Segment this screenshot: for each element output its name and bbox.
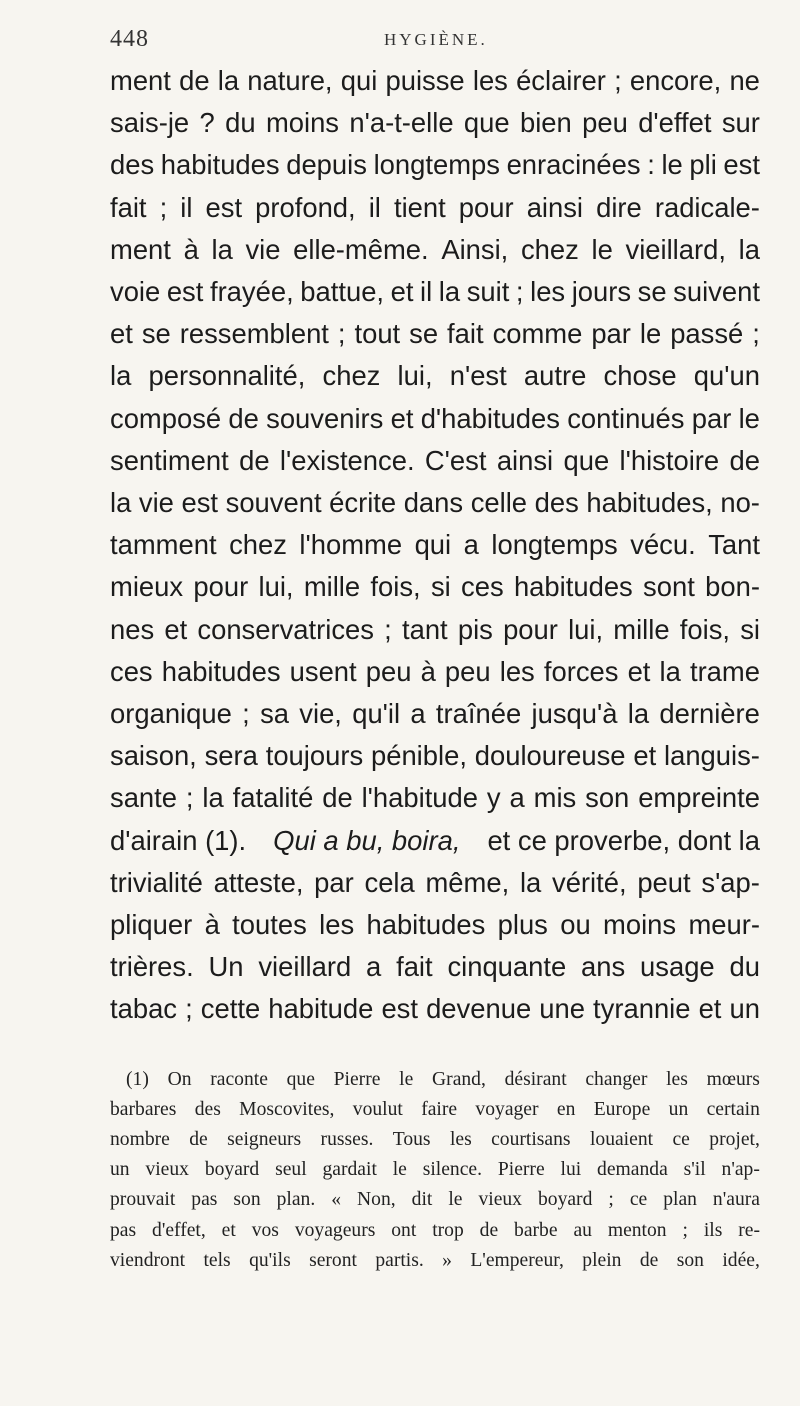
page-number: 448 xyxy=(110,26,149,52)
text-line: sentiment de l'existence. C'est ainsi que l'histoire de xyxy=(110,444,760,476)
text-line: des habitudes depuis longtemps enracinées : le pli est xyxy=(110,149,760,181)
text-line-with-italic xyxy=(110,820,760,862)
text-line: mieux pour lui, mille fois, si ces habitudes sont bon- xyxy=(110,571,760,603)
footnote-line: pas d'effet, et vos voyageurs ont trop de barbe au menton ; ils re- xyxy=(110,1219,760,1241)
footnote-line: nombre de seigneurs russes. Tous les courtisans louaient ce projet, xyxy=(110,1129,760,1151)
footnote-line: viendront tels qu'ils seront partis. » L'empereur, plein de son idée, xyxy=(110,1249,760,1271)
text-line: composé de souvenirs et d'habitudes continués par le xyxy=(110,402,760,434)
footnote-line: (1) On raconte que Pierre le Grand, désirant changer les mœurs xyxy=(126,1068,760,1090)
footnote-line: prouvait pas son plan. « Non, dit le vieux boyard ; ce plan n'aura xyxy=(110,1189,760,1211)
proverb-italic: Qui a bu, boira, xyxy=(273,824,461,856)
text-line: sais-je ? du moins n'a-t-elle que bien peu d'effet sur xyxy=(110,107,760,139)
text-line: ment de la nature, qui puisse les éclairer ; encore, ne xyxy=(110,65,760,96)
text-line: trières. Un vieillard a fait cinquante ans usage du xyxy=(110,951,760,983)
text-line: sante ; la fatalité de l'habitude y a mis son empreinte xyxy=(110,782,760,814)
text-line: saison, sera toujours pénible, douloureuse et languis- xyxy=(110,740,760,772)
text-line: pliquer à toutes les habitudes plus ou moins meur- xyxy=(110,909,760,941)
text-line: fait ; il est profond, il tient pour ainsi dire radicale- xyxy=(110,191,760,223)
text-line: la personnalité, chez lui, n'est autre chose qu'un xyxy=(110,360,760,392)
line-start: d'airain (1). xyxy=(110,824,247,856)
text-line: nes et conservatrices ; tant pis pour lui, mille fois, si xyxy=(110,613,760,645)
body-text xyxy=(110,60,760,1031)
text-line: trivialité atteste, par cela même, la vérité, peut s'ap- xyxy=(110,866,760,898)
text-line: ces habitudes usent peu à peu les forces et la trame xyxy=(110,655,760,687)
text-line: tamment chez l'homme qui a longtemps vécu. Tant xyxy=(110,529,760,561)
text-line: organique ; sa vie, qu'il a traînée jusqu'à la dernière xyxy=(110,698,760,730)
text-line: la vie est souvent écrite dans celle des habitudes, no- xyxy=(110,487,760,519)
text-line: ment à la vie elle-même. Ainsi, chez le vieillard, la xyxy=(110,233,760,265)
footnote-line: un vieux boyard seul gardait le silence. Pierre lui demanda s'il n'ap- xyxy=(110,1159,760,1181)
text-line: et se ressemblent ; tout se fait comme par le passé ; xyxy=(110,318,760,350)
footnote xyxy=(110,1065,760,1276)
text-line: voie est frayée, battue, et il la suit ; les jours se suivent xyxy=(110,276,760,308)
running-head: HYGIÈNE. xyxy=(384,30,488,49)
line-end: et ce proverbe, dont la xyxy=(487,824,760,856)
footnote-line: barbares des Moscovites, voulut faire voyager en Europe un certain xyxy=(110,1098,760,1120)
page-header xyxy=(110,0,760,60)
text-line: tabac ; cette habitude est devenue une tyrannie et un xyxy=(110,993,760,1025)
